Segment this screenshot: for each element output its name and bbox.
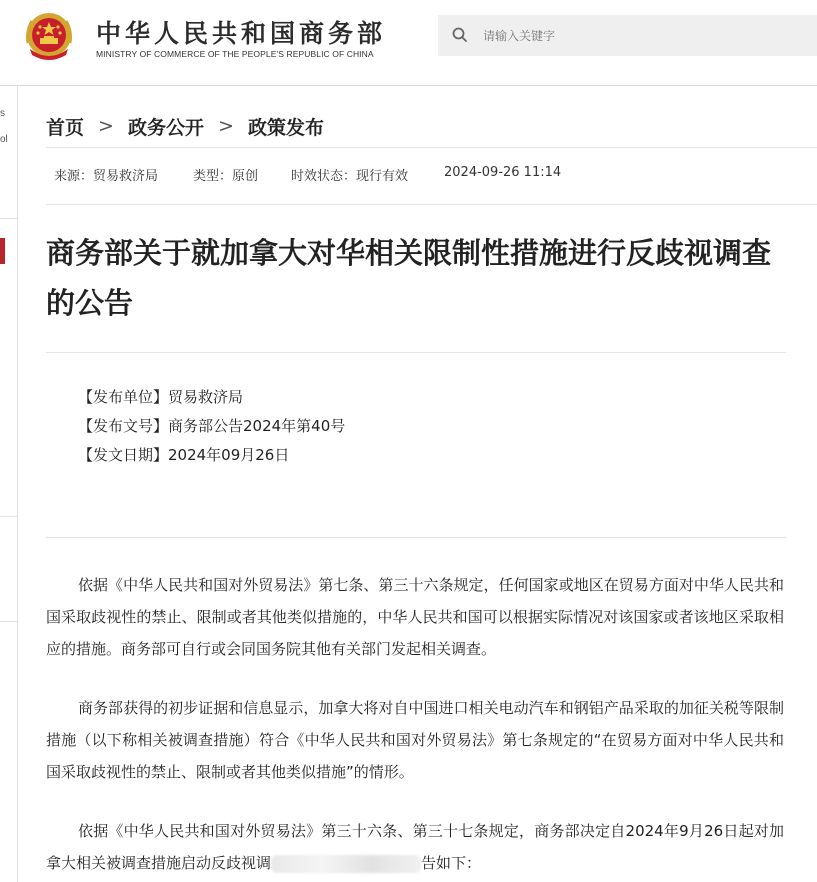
sidebar-divider (0, 218, 18, 219)
breadcrumb-separator: > (98, 115, 114, 137)
breadcrumb-home[interactable]: 首页 (46, 116, 85, 139)
sidebar-text[interactable]: ol (0, 134, 8, 145)
divider (46, 537, 786, 538)
article-info (78, 383, 345, 470)
sidebar-active-marker (0, 238, 5, 264)
paragraph-text: 依据《中华人民共和国对外贸易法》第三十六条、第三十七条规定，商务部决定自2024年9月26日起对加拿大相关被调查措施启动反歧视调 (46, 822, 784, 872)
meta-source: 来源：贸易救济局 (54, 169, 159, 184)
meta-datetime: 2024-09-26 11:14 (444, 165, 562, 180)
info-date: 【发文日期】2024年09月26日 (78, 446, 290, 464)
info-unit: 【发布单位】贸易救济局 (78, 388, 244, 406)
article-body (46, 569, 784, 882)
search-input[interactable]: 请输入关键字 (483, 29, 556, 43)
article-meta (54, 165, 561, 184)
article-title: 商务部关于就加拿大对华相关限制性措施进行反歧视调查的公告 (46, 236, 772, 320)
meta-type: 类型：原创 (193, 169, 259, 184)
article-paragraph: 依据《中华人民共和国对外贸易法》第七条、第三十六条规定，任何国家或地区在贸易方面对中华人民共和国采取歧视性的禁止、限制或者其他类似措施的，中华人民共和国可以根据实际情况对该国家或者该地区采取相应的措施。商务部可自行或会同国务院其他有关部门发起相关调查。 (46, 576, 784, 658)
search-box[interactable] (438, 15, 817, 56)
search-icon[interactable] (451, 26, 469, 44)
breadcrumb-government-affairs[interactable]: 政务公开 (128, 116, 205, 139)
blurred-region (271, 855, 421, 873)
site-header (0, 0, 817, 86)
divider (46, 147, 817, 148)
national-emblem-icon[interactable] (22, 9, 76, 65)
info-doc-number: 【发布文号】商务部公告2024年第40号 (78, 417, 346, 435)
site-name-en: MINISTRY OF COMMERCE OF THE PEOPLE'S REPUBLIC OF CHINA (96, 49, 374, 59)
sidebar-divider (0, 621, 18, 622)
article-paragraph: 商务部获得的初步证据和信息显示，加拿大将对自中国进口相关电动汽车和钢铝产品采取的加征关税等限制措施（以下称相关被调查措施）符合《中华人民共和国对外贸易法》第七条规定的“在贸易方面对中华人民共和国采取歧视性的禁止、限制或者其他类似措施”的情形。 (46, 699, 784, 781)
meta-status: 时效状态：现行有效 (291, 169, 409, 184)
divider (46, 204, 817, 205)
article-paragraph (46, 815, 784, 879)
breadcrumb-policy-release[interactable]: 政策发布 (248, 116, 325, 139)
divider (46, 352, 786, 353)
sidebar-text[interactable]: s (0, 108, 5, 119)
left-sidebar (0, 86, 18, 882)
breadcrumb (46, 112, 324, 140)
sidebar-divider (0, 516, 18, 517)
breadcrumb-separator: > (218, 115, 234, 137)
paragraph-text: 告如下： (421, 854, 482, 872)
site-name-cn[interactable]: 中华人民共和国商务部 (96, 19, 387, 48)
